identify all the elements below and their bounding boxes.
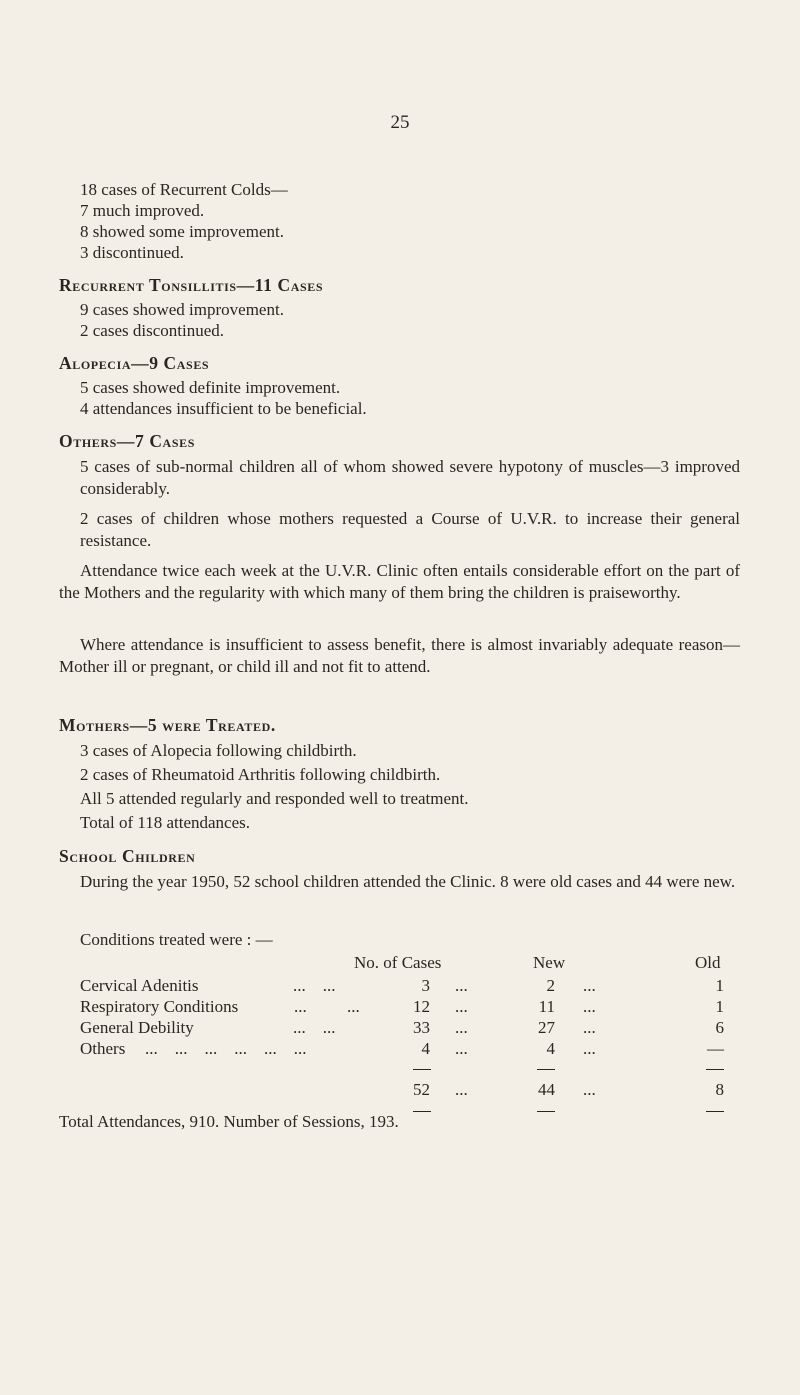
row-new: 4	[546, 1039, 555, 1058]
header-cases: No. of Cases	[354, 953, 442, 972]
school-paragraph: During the year 1950, 52 school children attended the Clinic. 8 were old cases and 44 were new.	[80, 872, 736, 891]
total-rule	[413, 1069, 431, 1070]
alopecia-line: 5 cases showed definite improvement.	[80, 378, 341, 397]
total-rule	[413, 1111, 431, 1112]
row-cases: 33	[413, 1018, 430, 1037]
others-item-2: 2 cases of children whose mothers requested a Course of U.V.R. to increase their general resistance.	[80, 509, 740, 550]
row-cases: 3	[421, 976, 430, 995]
tonsillitis-heading: Recurrent Tonsillitis—11 Cases	[59, 275, 324, 295]
row-new: 11	[538, 997, 555, 1016]
tonsillitis-line: 9 cases showed improvement.	[80, 300, 284, 319]
mothers-line: All 5 attended regularly and responded well to treatment.	[80, 789, 469, 808]
row-old: 1	[715, 997, 724, 1016]
colds-line: 8 showed some improvement.	[80, 222, 284, 241]
row-label: General Debility	[80, 1018, 194, 1037]
tonsillitis-line: 2 cases discontinued.	[80, 321, 224, 340]
total-rule	[706, 1111, 724, 1112]
row-new: 27	[538, 1018, 555, 1037]
colds-line: 7 much improved.	[80, 201, 205, 220]
mothers-line: 3 cases of Alopecia following childbirth.	[80, 741, 357, 760]
mothers-line: 2 cases of Rheumatoid Arthritis following childbirth.	[80, 765, 441, 784]
mothers-line: Total of 118 attendances.	[80, 813, 251, 832]
total-rule	[537, 1069, 555, 1070]
colds-line: 3 discontinued.	[80, 243, 184, 262]
row-new: 2	[546, 976, 555, 995]
row-cases: 12	[413, 997, 430, 1016]
mothers-heading: Mothers—5 were Treated.	[59, 715, 276, 735]
alopecia-heading: Alopecia—9 Cases	[59, 353, 210, 373]
row-old: 1	[715, 976, 724, 995]
total-rule	[706, 1069, 724, 1070]
row-old: 6	[715, 1018, 724, 1037]
row-old: —	[707, 1039, 724, 1058]
colds-title: 18 cases of Recurrent Colds—	[80, 180, 288, 199]
total-cases: 52	[413, 1080, 430, 1099]
total-new: 44	[538, 1080, 555, 1099]
others-item-1: 5 cases of sub-normal children all of whom showed severe hypotony of muscles—3 improved considerably.	[80, 457, 740, 498]
alopecia-line: 4 attendances insufficient to be beneficial.	[80, 399, 367, 418]
others-paragraph-2: Where attendance is insufficient to assess benefit, there is almost invariably adequate reason—Mother ill or pregnant, or child ill and not fit to attend.	[59, 635, 740, 676]
row-label: Respiratory Conditions	[80, 997, 239, 1016]
others-heading: Others—7 Cases	[59, 431, 195, 451]
row-label: Others	[80, 1039, 126, 1058]
page-number: 25	[390, 112, 410, 133]
total-rule	[537, 1111, 555, 1112]
header-new: New	[533, 953, 566, 972]
attendance-summary: Total Attendances, 910. Number of Sessions, 193.	[59, 1112, 399, 1131]
conditions-label: Conditions treated were : —	[80, 930, 273, 949]
school-heading: School Children	[59, 846, 196, 866]
row-cases: 4	[421, 1039, 430, 1058]
total-old: 8	[715, 1080, 724, 1099]
others-paragraph-1: Attendance twice each week at the U.V.R. Clinic often entails considerable effort on the part of the Mothers and the regularity with which many of them bring the children is praiseworthy.	[59, 561, 740, 602]
row-label: Cervical Adenitis	[80, 976, 199, 995]
header-old: Old	[695, 953, 721, 972]
